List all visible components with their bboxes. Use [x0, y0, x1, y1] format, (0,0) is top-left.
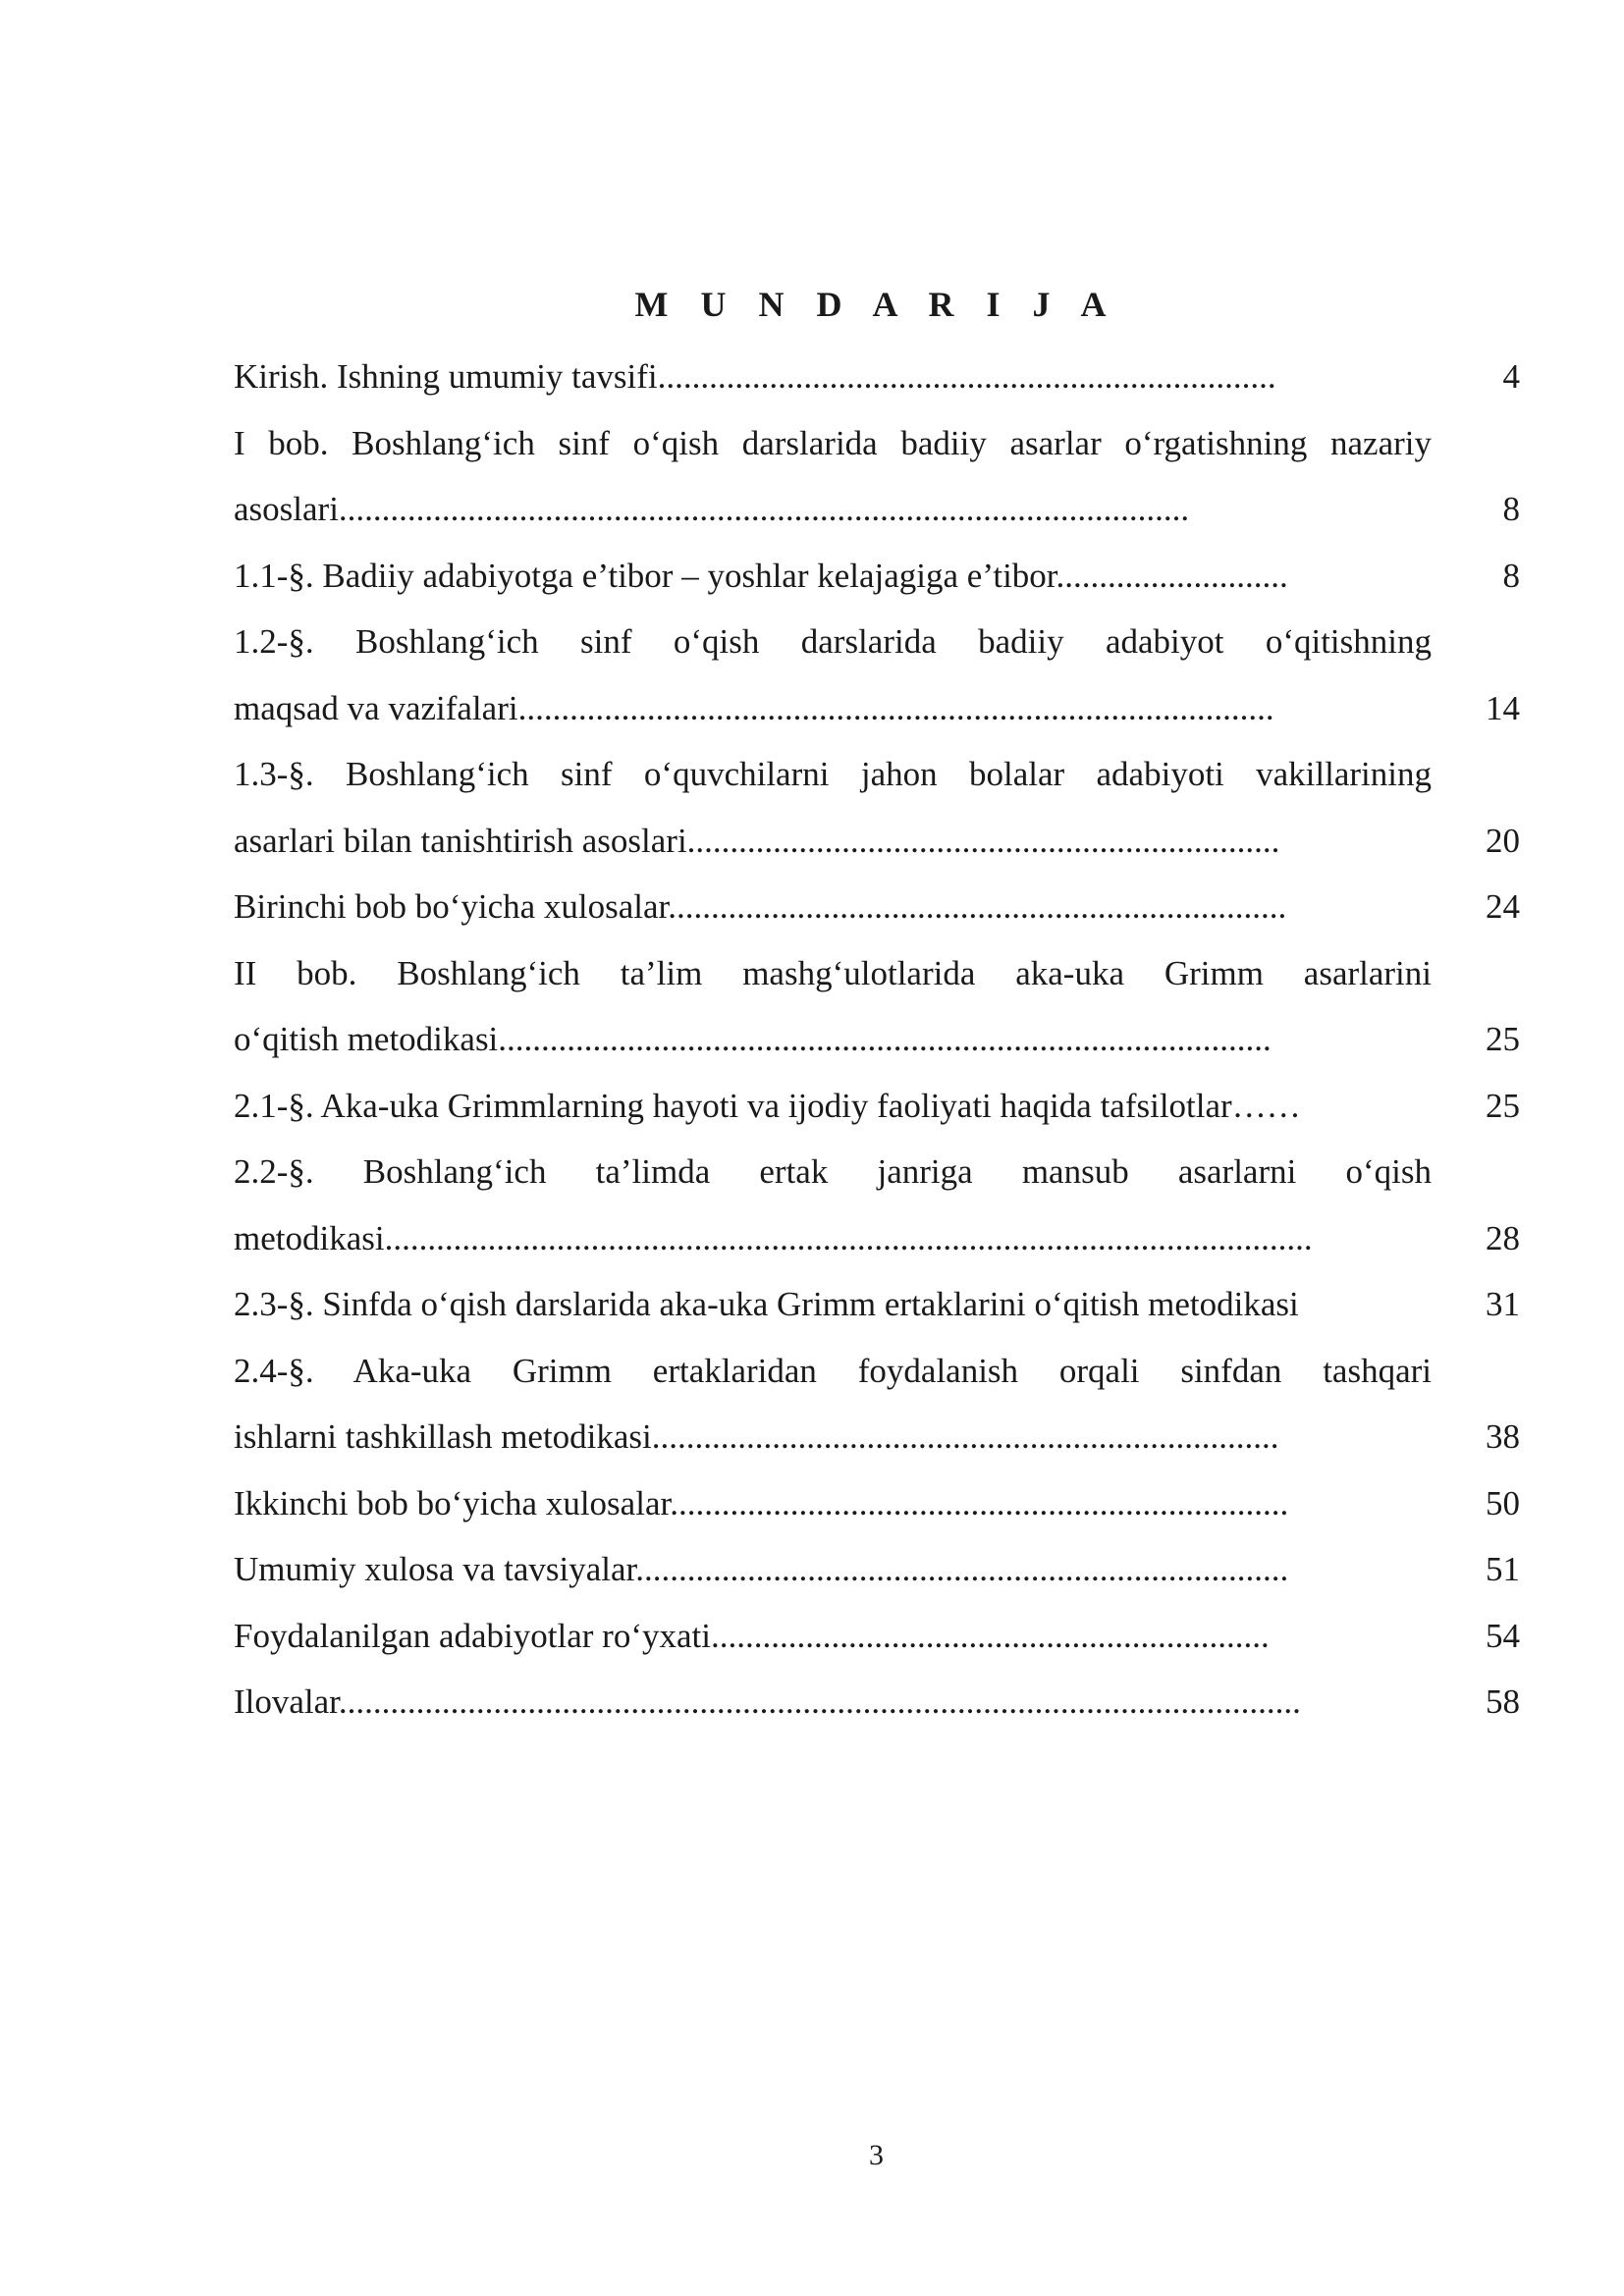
toc-page-number: 20 [1486, 821, 1520, 860]
toc-entry-line: Ikkinchi bob bo‘yicha xulosalar........................................................................ [234, 1483, 1289, 1522]
toc-entry-line: II bob. Boshlang‘ich ta’lim mashg‘ulotlarida aka-uka Grimm asarlarini [234, 953, 1432, 992]
toc-entry [234, 543, 1520, 610]
toc-page-number: 25 [1486, 1020, 1520, 1058]
toc-entry-line: 2.2-§. Boshlang‘ich ta’limda ertak janriga mansub asarlarni o‘qish [234, 1152, 1432, 1191]
toc-entry-line: I bob. Boshlang‘ich sinf o‘qish darslarida badiiy asarlar o‘rgatishning nazariy [234, 423, 1432, 462]
toc-entry-text [234, 940, 1432, 1073]
toc-page-number: 8 [1502, 556, 1520, 595]
table-of-contents [234, 344, 1520, 1735]
toc-entry-line: metodikasi............................................................................................................ [234, 1218, 1313, 1257]
toc-entry [234, 1470, 1520, 1537]
toc-page-number: 54 [1486, 1616, 1520, 1655]
toc-entry-line: Foydalanilgan adabiyotlar ro‘yxati................................................................. [234, 1616, 1270, 1655]
toc-entry [234, 1271, 1520, 1338]
toc-entry-text [234, 741, 1432, 874]
toc-page-number: 14 [1486, 688, 1520, 727]
toc-entry-text [234, 344, 1432, 410]
toc-entry-text [234, 1536, 1432, 1603]
toc-entry [234, 1073, 1520, 1140]
toc-entry [234, 940, 1520, 1073]
toc-entry-text [234, 1271, 1432, 1338]
toc-entry-text [234, 410, 1432, 543]
toc-entry-text [234, 1139, 1432, 1271]
toc-entry-line: Birinchi bob bo‘yicha xulosalar........................................................................ [234, 887, 1287, 926]
toc-entry-line: ishlarni tashkillash metodikasi......................................................................... [234, 1417, 1279, 1456]
toc-entry [234, 1338, 1520, 1470]
toc-entry-text [234, 543, 1432, 610]
toc-entry-text [234, 1073, 1432, 1140]
toc-entry [234, 410, 1520, 543]
toc-entry-line: 2.1-§. Aka-uka Grimmlarning hayoti va ijodiy faoliyati haqida tafsilotlar…… [234, 1086, 1301, 1125]
page-number: 3 [869, 2139, 884, 2171]
toc-page-number: 28 [1486, 1218, 1520, 1257]
toc-entry [234, 609, 1520, 741]
toc-page-number: 25 [1486, 1086, 1520, 1125]
toc-entry [234, 1139, 1520, 1271]
toc-entry-line: Ilovalar................................................................................................................ [234, 1682, 1301, 1721]
toc-entry-line: 1.2-§. Boshlang‘ich sinf o‘qish darslarida badiiy adabiyot o‘qitishning [234, 622, 1432, 661]
toc-entry [234, 1536, 1520, 1603]
toc-page-number: 8 [1502, 490, 1520, 528]
toc-page-number: 58 [1486, 1682, 1520, 1721]
toc-entry-line: maqsad va vazifalari........................................................................................ [234, 688, 1274, 727]
toc-entry-line: asarlari bilan tanishtirish asoslari..................................................................... [234, 821, 1280, 860]
toc-entry-line: o‘qitish metodikasi.......................................................................................... [234, 1020, 1272, 1058]
toc-page-number: 24 [1486, 887, 1520, 926]
toc-entry-line: 1.1-§. Badiiy adabiyotga e’tibor – yoshlar kelajagiga e’tibor........................... [234, 556, 1288, 595]
toc-entry [234, 1669, 1520, 1735]
toc-entry-text [234, 1669, 1432, 1735]
toc-entry-line: 2.4-§. Aka-uka Grimm ertaklaridan foydalanish orqali sinfdan tashqari [234, 1351, 1432, 1390]
toc-page-number: 31 [1486, 1285, 1520, 1323]
toc-page-number: 4 [1502, 357, 1520, 396]
toc-entry-text [234, 874, 1432, 940]
toc-page-number: 51 [1486, 1550, 1520, 1588]
toc-entry-text [234, 1470, 1432, 1537]
toc-entry-line: asoslari................................................................................................... [234, 490, 1190, 528]
toc-page-number: 50 [1486, 1483, 1520, 1522]
toc-entry [234, 344, 1520, 410]
toc-entry-text [234, 609, 1432, 741]
page-title: M U N D A R I J A [634, 285, 1118, 324]
toc-entry [234, 874, 1520, 940]
toc-entry [234, 1603, 1520, 1670]
toc-entry-line: 1.3-§. Boshlang‘ich sinf o‘quvchilarni jahon bolalar adabiyoti vakillarining [234, 755, 1432, 793]
toc-entry-text [234, 1603, 1432, 1670]
toc-entry-line: 2.3-§. Sinfda o‘qish darslarida aka-uka Grimm ertaklarini o‘qitish metodikasi [234, 1285, 1299, 1323]
toc-entry-line: Kirish. Ishning umumiy tavsifi........................................................................ [234, 357, 1276, 396]
toc-entry-text [234, 1338, 1432, 1470]
toc-page-number: 38 [1486, 1417, 1520, 1456]
toc-entry-line: Umumiy xulosa va tavsiyalar............................................................................ [234, 1550, 1289, 1588]
toc-entry [234, 741, 1520, 874]
